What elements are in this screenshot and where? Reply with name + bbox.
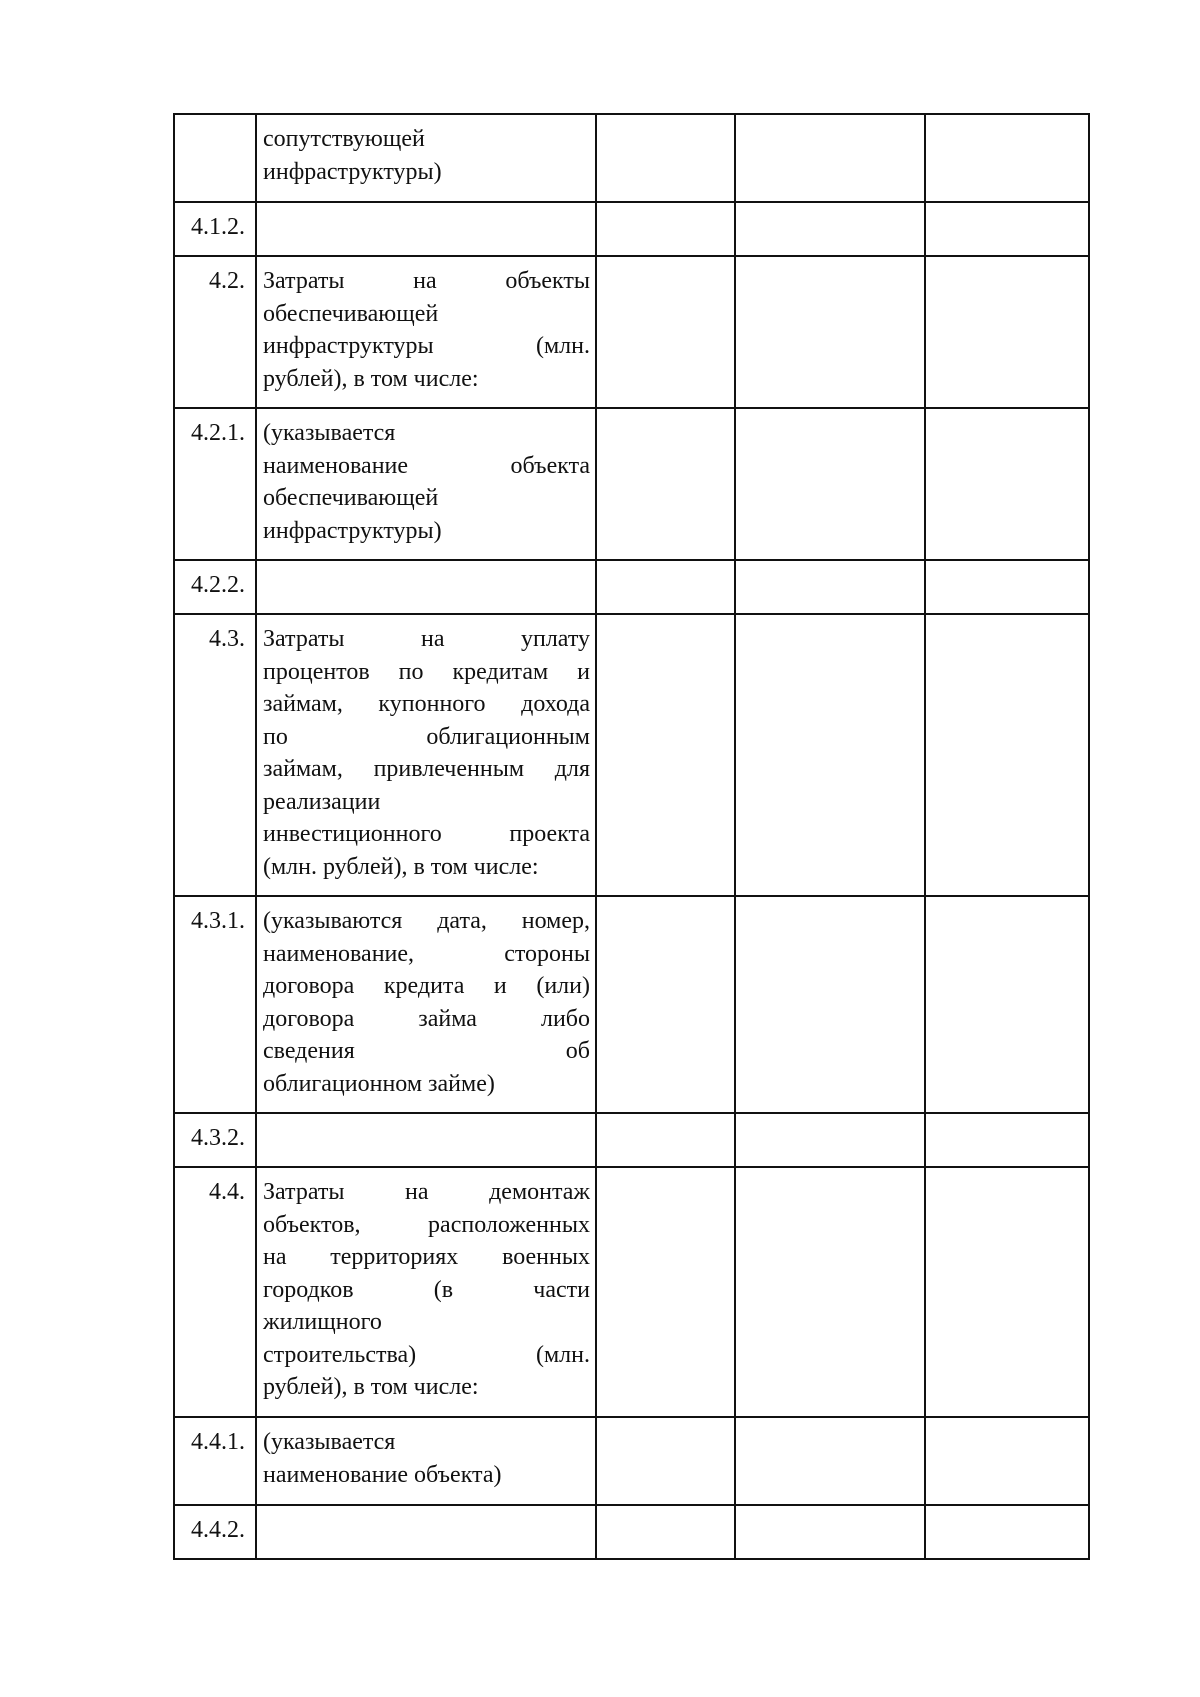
value-cell-b — [735, 202, 925, 256]
row-description-cell — [256, 1505, 596, 1559]
value-cell-a — [596, 1113, 735, 1167]
value-cell-c — [925, 1417, 1089, 1505]
value-cell-c — [925, 256, 1089, 408]
description-line: строительства) (млн. — [263, 1341, 590, 1368]
description-line: инвестиционного проекта — [263, 821, 590, 847]
description-line: наименование, стороны — [263, 940, 590, 967]
table-row — [174, 560, 1089, 614]
value-cell-a — [596, 1167, 735, 1417]
value-cell-b — [735, 114, 925, 202]
value-cell-c — [925, 614, 1089, 896]
description-line: городков (в части — [263, 1276, 590, 1303]
value-cell-a — [596, 256, 735, 408]
description-line: Затраты на объекты — [263, 268, 590, 294]
value-cell-b — [735, 560, 925, 614]
value-cell-a — [596, 560, 735, 614]
value-cell-a — [596, 1417, 735, 1505]
value-cell-b — [735, 896, 925, 1113]
table-row — [174, 1505, 1089, 1559]
description-line: займам, привлеченным для — [263, 756, 590, 782]
value-cell-a — [596, 1505, 735, 1559]
table-row — [174, 1167, 1089, 1417]
row-description-cell — [256, 1417, 596, 1505]
cost-table-body — [174, 114, 1089, 1559]
cost-table — [173, 113, 1090, 1560]
description-line: (млн. рублей), в том числе: — [263, 853, 539, 880]
value-cell-b — [735, 614, 925, 896]
value-cell-b — [735, 256, 925, 408]
row-number-cell: 4.3.2. — [174, 1113, 256, 1167]
description-line: облигационном займе) — [263, 1070, 495, 1097]
row-description-cell — [256, 1167, 596, 1417]
value-cell-c — [925, 560, 1089, 614]
description-line: на территориях военных — [263, 1244, 590, 1270]
table-row — [174, 408, 1089, 560]
description-line: рублей), в том числе: — [263, 1374, 479, 1400]
row-number-cell — [174, 114, 256, 202]
description-line: процентов по кредитам и — [263, 658, 590, 685]
row-number-cell: 4.3. — [174, 614, 256, 896]
value-cell-a — [596, 408, 735, 560]
value-cell-b — [735, 1167, 925, 1417]
description-line: обеспечивающей — [263, 300, 439, 327]
description-line: Затраты на демонтаж — [263, 1179, 590, 1205]
description-line: инфраструктуры) — [263, 517, 442, 544]
row-number-cell: 4.2.2. — [174, 560, 256, 614]
row-number-cell: 4.4. — [174, 1167, 256, 1417]
row-number-cell: 4.3.1. — [174, 896, 256, 1113]
table-row — [174, 614, 1089, 896]
row-description-cell — [256, 614, 596, 896]
table-row — [174, 114, 1089, 202]
description-line: реализации — [263, 788, 381, 815]
description-line: инфраструктуры (млн. — [263, 333, 590, 359]
value-cell-c — [925, 1113, 1089, 1167]
row-number-cell: 4.1.2. — [174, 202, 256, 256]
description-line: займам, купонного дохода — [263, 691, 590, 717]
value-cell-b — [735, 1113, 925, 1167]
table-row — [174, 896, 1089, 1113]
row-number-cell: 4.2. — [174, 256, 256, 408]
row-description-cell — [256, 256, 596, 408]
table-row — [174, 1113, 1089, 1167]
description-line: (указываются дата, номер, — [263, 908, 590, 934]
row-description-cell — [256, 202, 596, 256]
value-cell-c — [925, 1167, 1089, 1417]
description-line: жилищного — [263, 1309, 382, 1335]
row-description-cell — [256, 560, 596, 614]
description-line: (указывается — [263, 1429, 396, 1455]
row-description-cell — [256, 408, 596, 560]
description-line: инфраструктуры) — [263, 158, 442, 185]
value-cell-a — [596, 614, 735, 896]
description-line: сведения об — [263, 1038, 590, 1064]
value-cell-c — [925, 1505, 1089, 1559]
description-line: договора кредита и (или) — [263, 973, 590, 999]
description-line: объектов, расположенных — [263, 1211, 590, 1238]
row-number-cell: 4.4.1. — [174, 1417, 256, 1505]
value-cell-b — [735, 1417, 925, 1505]
row-number-cell: 4.4.2. — [174, 1505, 256, 1559]
table-row — [174, 256, 1089, 408]
row-description-cell — [256, 114, 596, 202]
value-cell-b — [735, 408, 925, 560]
value-cell-b — [735, 1505, 925, 1559]
description-line: (указывается — [263, 420, 396, 446]
value-cell-c — [925, 896, 1089, 1113]
row-description-cell — [256, 896, 596, 1113]
value-cell-c — [925, 408, 1089, 560]
description-line: Затраты на уплату — [263, 626, 590, 652]
description-line: наименование объекта) — [263, 1461, 502, 1488]
table-row — [174, 1417, 1089, 1505]
table-row — [174, 202, 1089, 256]
value-cell-a — [596, 202, 735, 256]
value-cell-c — [925, 202, 1089, 256]
value-cell-a — [596, 114, 735, 202]
description-line: рублей), в том числе: — [263, 365, 479, 392]
row-description-cell — [256, 1113, 596, 1167]
value-cell-c — [925, 114, 1089, 202]
description-line: наименование объекта — [263, 452, 590, 479]
value-cell-a — [596, 896, 735, 1113]
description-line: обеспечивающей — [263, 485, 439, 511]
description-line: сопутствующей — [263, 126, 425, 152]
row-number-cell: 4.2.1. — [174, 408, 256, 560]
description-line: по облигационным — [263, 723, 590, 750]
description-line: договора займа либо — [263, 1005, 590, 1032]
